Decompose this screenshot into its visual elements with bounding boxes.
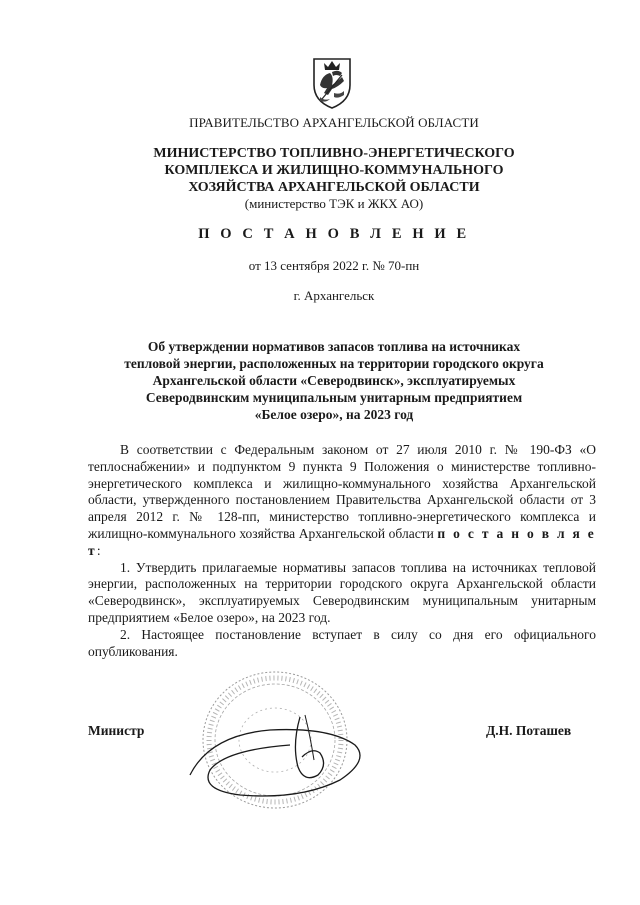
ministry-line: ХОЗЯЙСТВА АРХАНГЕЛЬСКОЙ ОБЛАСТИ [188,180,480,195]
ministry-name [60,145,608,196]
subject-line: Архангельской области «Северодвинск», эксплуатируемых [152,373,516,388]
decree-body [88,442,596,660]
handwritten-signature [180,705,380,815]
decree-subject [60,338,608,423]
ministry-abbreviation: (министерство ТЭК и ЖКХ АО) [244,196,424,211]
item-paragraph-2: 2. Настоящее постановление вступает в силу со дня его официального опубликования. [88,626,596,659]
decree-city: г. Архангельск [293,288,375,303]
coat-of-arms-icon [308,55,356,110]
government-name: ПРАВИТЕЛЬСТВО АРХАНГЕЛЬСКОЙ ОБЛАСТИ [189,115,479,130]
ministry-line: МИНИСТЕРСТВО ТОПЛИВНО-ЭНЕРГЕТИЧЕСКОГО [153,146,515,161]
resolves-punct: : [96,542,101,558]
signatory-title: Министр [88,723,145,738]
preamble-text: В соответствии с Федеральным законом от 27 июля 2010 г. № 190-ФЗ «О теплоснабжении» и подпунктом 9 пункта 9 Положения о министерстве топливно-энергетического комплекса и жилищно-коммунального хозяйства Архангельской области, утвержденного постановлением Правительства Архангельской области от 3 апреля 2012 г. № 128-пп, министерство топливно-энергетического комплекса и жилищно-коммунального хозяйства Архангельской области [88,442,596,541]
decree-date-number: от 13 сентября 2022 г. № 70-пн [248,258,420,273]
document-type-heading: П О С Т А Н О В Л Е Н И Е [198,226,470,242]
preamble-paragraph [88,442,596,560]
subject-line: Северодвинским муниципальным унитарным предприятием [145,390,523,405]
signatory-name: Д.Н. Поташев [486,723,572,738]
subject-line: «Белое озеро», на 2023 год [254,407,414,422]
subject-line: тепловой энергии, расположенных на территории городского округа [124,356,544,371]
subject-line: Об утверждении нормативов запасов топлива на источниках [147,339,521,354]
ministry-line: КОМПЛЕКСА И ЖИЛИЩНО-КОММУНАЛЬНОГО [164,163,504,178]
item-paragraph-1: 1. Утвердить прилагаемые нормативы запасов топлива на источниках тепловой энергии, расположенных на территории городского округа Архангельской области «Северодвинск», эксплуатируемых Северодвинским муниципальным унитарным предприятием «Белое озеро», на 2023 год. [88,559,596,625]
resolves-word: п о с т а н о в л я е т [88,525,596,558]
